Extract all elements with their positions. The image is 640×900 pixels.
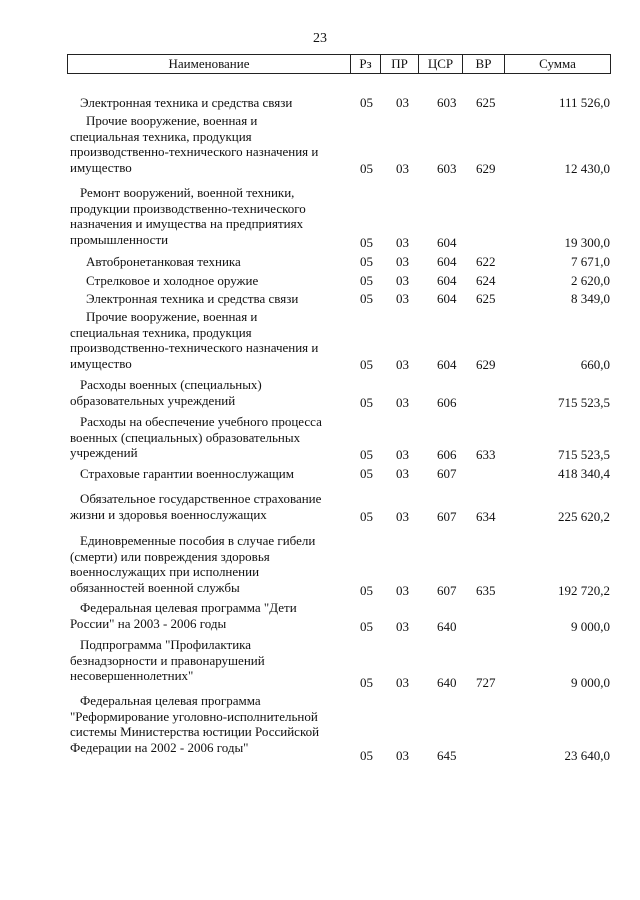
row-name-line: Электронная техника и средства связи xyxy=(80,95,293,110)
row-name xyxy=(70,95,348,111)
row-name-line: Подпрограмма "Профилактика xyxy=(80,637,252,652)
row-pr: 03 xyxy=(396,675,409,690)
row-vr: 635 xyxy=(476,583,496,598)
row-pr: 03 xyxy=(396,395,409,410)
row-name-line: Расходы на обеспечение учебного процесса xyxy=(80,414,322,429)
row-name-line: Страховые гарантии военнослужащим xyxy=(80,466,294,481)
row-pr: 03 xyxy=(396,291,409,306)
row-pr: 03 xyxy=(396,583,409,598)
row-name-line: Прочие вооружение, военная и xyxy=(86,113,258,128)
row-rz: 05 xyxy=(360,161,373,176)
row-rz: 05 xyxy=(360,235,373,250)
row-name xyxy=(70,637,348,684)
row-rz: 05 xyxy=(360,466,373,481)
row-pr: 03 xyxy=(396,235,409,250)
row-pr: 03 xyxy=(396,273,409,288)
row-rz: 05 xyxy=(360,254,373,269)
row-name-line: продукции производственно-технического xyxy=(70,200,306,216)
row-name-line: жизни и здоровья военнослужащих xyxy=(70,506,267,522)
row-rz: 05 xyxy=(360,748,373,763)
row-name-line: системы Министерства юстиции Российской xyxy=(70,724,320,740)
row-name xyxy=(70,693,348,755)
row-sum: 7 671,0 xyxy=(571,254,610,269)
row-vr: 727 xyxy=(476,675,496,690)
row-sum: 192 720,2 xyxy=(558,583,610,598)
row-vr: 629 xyxy=(476,161,496,176)
row-sum: 9 000,0 xyxy=(571,675,610,690)
row-csr: 645 xyxy=(437,748,457,763)
row-rz: 05 xyxy=(360,357,373,372)
row-sum: 8 349,0 xyxy=(571,291,610,306)
row-sum: 12 430,0 xyxy=(564,161,610,176)
row-name-line: безнадзорности и правонарушений xyxy=(70,652,265,668)
row-name-line: Федеральная целевая программа "Дети xyxy=(80,600,297,615)
header-sum: Сумма xyxy=(504,55,610,73)
row-name-line: Электронная техника и средства связи xyxy=(86,291,299,306)
row-pr: 03 xyxy=(396,357,409,372)
row-pr: 03 xyxy=(396,466,409,481)
row-csr: 604 xyxy=(437,291,457,306)
row-sum: 225 620,2 xyxy=(558,509,610,524)
row-name-line: России" на 2003 - 2006 годы xyxy=(70,615,227,631)
row-name xyxy=(70,273,348,289)
row-name-line: Прочие вооружение, военная и xyxy=(86,309,258,324)
row-csr: 607 xyxy=(437,509,457,524)
row-name xyxy=(70,291,348,307)
row-name-line: имущество xyxy=(70,159,132,175)
header-pr: ПР xyxy=(380,55,418,73)
row-rz: 05 xyxy=(360,273,373,288)
row-csr: 606 xyxy=(437,447,457,462)
row-name-line: назначения и имущества на предприятиях xyxy=(70,216,304,232)
page-number: 23 xyxy=(313,31,327,46)
row-csr: 604 xyxy=(437,357,457,372)
row-rz: 05 xyxy=(360,291,373,306)
row-name-line: "Реформирование уголовно-исполнительной xyxy=(70,708,318,724)
row-name-line: учреждений xyxy=(70,445,138,461)
row-name xyxy=(70,491,348,522)
header-csr: ЦСР xyxy=(418,55,462,73)
row-vr: 625 xyxy=(476,291,496,306)
row-pr: 03 xyxy=(396,748,409,763)
row-csr: 604 xyxy=(437,235,457,250)
row-rz: 05 xyxy=(360,675,373,690)
row-pr: 03 xyxy=(396,619,409,634)
row-csr: 603 xyxy=(437,95,457,110)
row-vr: 622 xyxy=(476,254,496,269)
row-name-line: обязанностей военной службы xyxy=(70,579,240,595)
row-vr: 633 xyxy=(476,447,496,462)
row-rz: 05 xyxy=(360,619,373,634)
row-sum: 660,0 xyxy=(580,357,610,372)
row-pr: 03 xyxy=(396,509,409,524)
row-name xyxy=(70,466,348,482)
row-csr: 606 xyxy=(437,395,457,410)
row-csr: 640 xyxy=(437,675,457,690)
row-name xyxy=(70,113,348,175)
row-sum: 111 526,0 xyxy=(558,95,610,110)
row-name xyxy=(70,377,348,408)
row-csr: 604 xyxy=(437,273,457,288)
row-vr: 624 xyxy=(476,273,496,288)
row-pr: 03 xyxy=(396,161,409,176)
row-pr: 03 xyxy=(396,95,409,110)
row-vr: 625 xyxy=(476,95,496,110)
row-vr: 634 xyxy=(476,509,496,524)
row-sum: 715 523,5 xyxy=(558,395,610,410)
row-pr: 03 xyxy=(396,254,409,269)
row-sum: 23 640,0 xyxy=(564,748,610,763)
row-sum: 2 620,0 xyxy=(571,273,610,288)
row-sum: 19 300,0 xyxy=(564,235,610,250)
row-rz: 05 xyxy=(360,395,373,410)
row-sum: 9 000,0 xyxy=(571,619,610,634)
row-name-line: несовершеннолетних" xyxy=(70,668,194,684)
row-rz: 05 xyxy=(360,447,373,462)
row-csr: 640 xyxy=(437,619,457,634)
row-name xyxy=(70,254,348,270)
header-vr: ВР xyxy=(462,55,504,73)
row-name-line: имущество xyxy=(70,355,132,371)
row-vr: 629 xyxy=(476,357,496,372)
row-name-line: промышленности xyxy=(70,231,169,247)
row-csr: 604 xyxy=(437,254,457,269)
row-csr: 607 xyxy=(437,583,457,598)
row-rz: 05 xyxy=(360,583,373,598)
row-name xyxy=(70,414,348,461)
row-name-line: Расходы военных (специальных) xyxy=(80,377,262,392)
row-name-line: Стрелковое и холодное оружие xyxy=(86,273,259,288)
row-name-line: Автобронетанковая техника xyxy=(86,254,241,269)
row-name-line: специальная техника, продукция xyxy=(70,324,252,340)
row-sum: 715 523,5 xyxy=(558,447,610,462)
row-name xyxy=(70,309,348,371)
row-csr: 603 xyxy=(437,161,457,176)
row-sum: 418 340,4 xyxy=(558,466,610,481)
row-name-line: Единовременные пособия в случае гибели xyxy=(80,533,316,548)
row-name-line: образовательных учреждений xyxy=(70,392,236,408)
row-name-line: Обязательное государственное страхование xyxy=(80,491,322,506)
header-name: Наименование xyxy=(168,56,250,71)
row-name-line: Ремонт вооружений, военной техники, xyxy=(80,185,295,200)
row-name-line: производственно-технического назначения и xyxy=(70,340,319,356)
header-rz: Рз xyxy=(350,55,380,73)
row-name xyxy=(70,533,348,595)
row-rz: 05 xyxy=(360,95,373,110)
row-name-line: Федеральная целевая программа xyxy=(80,693,261,708)
row-name-line: специальная техника, продукция xyxy=(70,128,252,144)
row-pr: 03 xyxy=(396,447,409,462)
row-name-line: военнослужащих при исполнении xyxy=(70,564,260,580)
row-name xyxy=(70,600,348,631)
row-name xyxy=(70,185,348,247)
row-rz: 05 xyxy=(360,509,373,524)
row-name-line: военных (специальных) образовательных xyxy=(70,429,301,445)
row-name-line: (смерти) или повреждения здоровья xyxy=(70,548,270,564)
row-name-line: Федерации на 2002 - 2006 годы" xyxy=(70,739,249,755)
row-name-line: производственно-технического назначения и xyxy=(70,144,319,160)
row-csr: 607 xyxy=(437,466,457,481)
